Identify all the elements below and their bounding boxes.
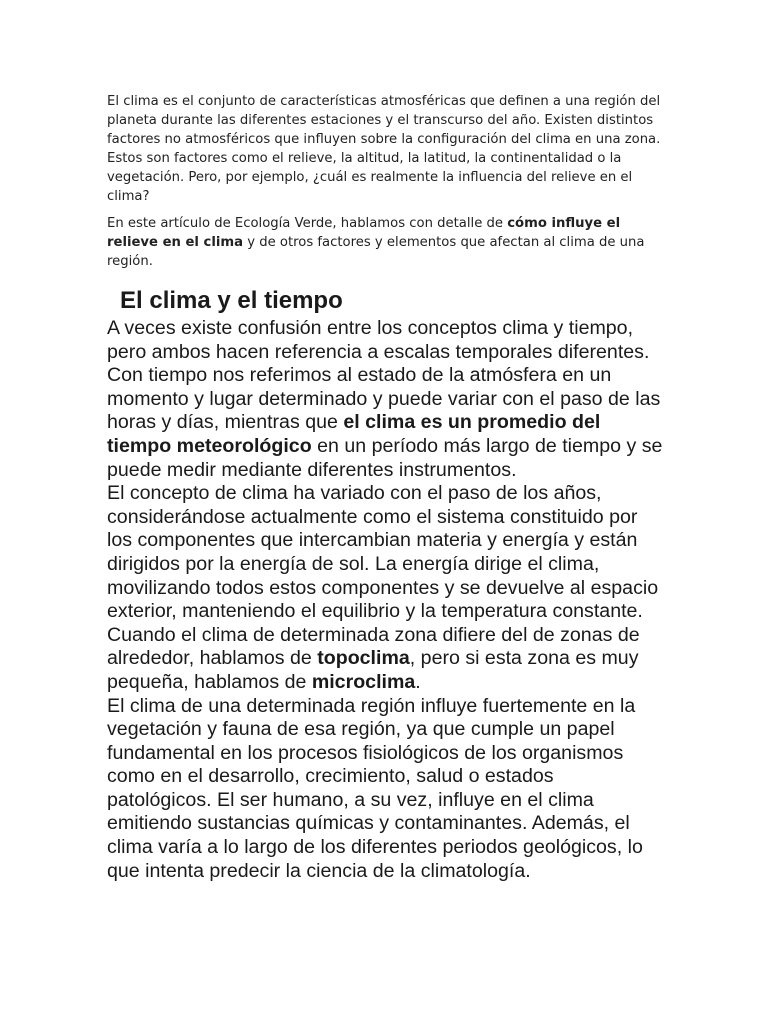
body-paragraph-2-text-start: El concepto de clima ha variado con el paso de los años, considerándose actualmente como el sistema constituido por los componentes que intercambian materia y energía y están dirigidos por la energía de sol. La energía dirige el clima, movilizando todos estos componentes y se devuelve al espacio exterior, manteniendo el equilibrio y la temperatura constante. Cuando el clima de determinada zona difiere del de zonas de alrededor, hablamos de [107, 482, 659, 670]
body-paragraph-1-bold: el clima es un promedio del tiempo meteorológico [107, 411, 601, 457]
body-paragraph-1-text-start: A veces existe confusión entre los conceptos clima y tiempo, pero ambos hacen referencia a escalas temporales diferentes. Con tiempo nos referimos al estado de la atmósfera en un momento y lugar determinado y puede variar con el paso de las horas y días, mientras que [107, 317, 661, 434]
body-paragraph-2-text-end: . [415, 670, 421, 693]
intro-paragraph-2 [107, 214, 663, 271]
body-paragraph-2-bold-topoclima: topoclima [317, 647, 410, 670]
intro-paragraph-2-bold: cómo influye el relieve en el clima [107, 216, 621, 250]
body-paragraph-2 [107, 482, 663, 694]
intro-paragraph-2-text-end: y de otros factores y elementos que afectan al clima de una región. [107, 235, 645, 269]
body-paragraph-2-text-middle: , pero si esta zona es muy pequeña, hablamos de [107, 647, 639, 693]
document-page [107, 92, 663, 883]
section-body [107, 317, 663, 883]
body-paragraph-3: El clima de una determinada región influye fuertemente en la vegetación y fauna de esa región, ya que cumple un papel fundamental en los procesos fisiológicos de los organismos como en el desarrollo, crecimiento, salud o estados patológicos. El ser humano, a su vez, influye en el clima emitiendo sustancias químicas y contaminantes. Además, el clima varía a lo largo de los diferentes periodos geológicos, lo que intenta predecir la ciencia de la climatología. [107, 694, 643, 882]
body-paragraph-1-text-end: en un período más largo de tiempo y se puede medir mediante diferentes instrumentos. [107, 434, 663, 481]
section-heading: El clima y el tiempo [120, 287, 343, 314]
body-paragraph-2-bold-microclima: microclima [311, 670, 416, 693]
intro-section [107, 92, 663, 271]
body-paragraph-1 [107, 317, 663, 482]
intro-paragraph-2-text-start: En este artículo de Ecología Verde, hablamos con detalle de [107, 216, 508, 231]
intro-paragraph-1: El clima es el conjunto de características atmosféricas que definen a una región del planeta durante las diferentes estaciones y el transcurso del año. Existen distintos factores no atmosféricos que influyen sobre la configuración del clima en una zona. Estos son factores como el relieve, la altitud, la latitud, la continentalidad o la vegetación. Pero, por ejemplo, ¿cuál es realmente la influencia del relieve en el clima? [107, 94, 661, 204]
